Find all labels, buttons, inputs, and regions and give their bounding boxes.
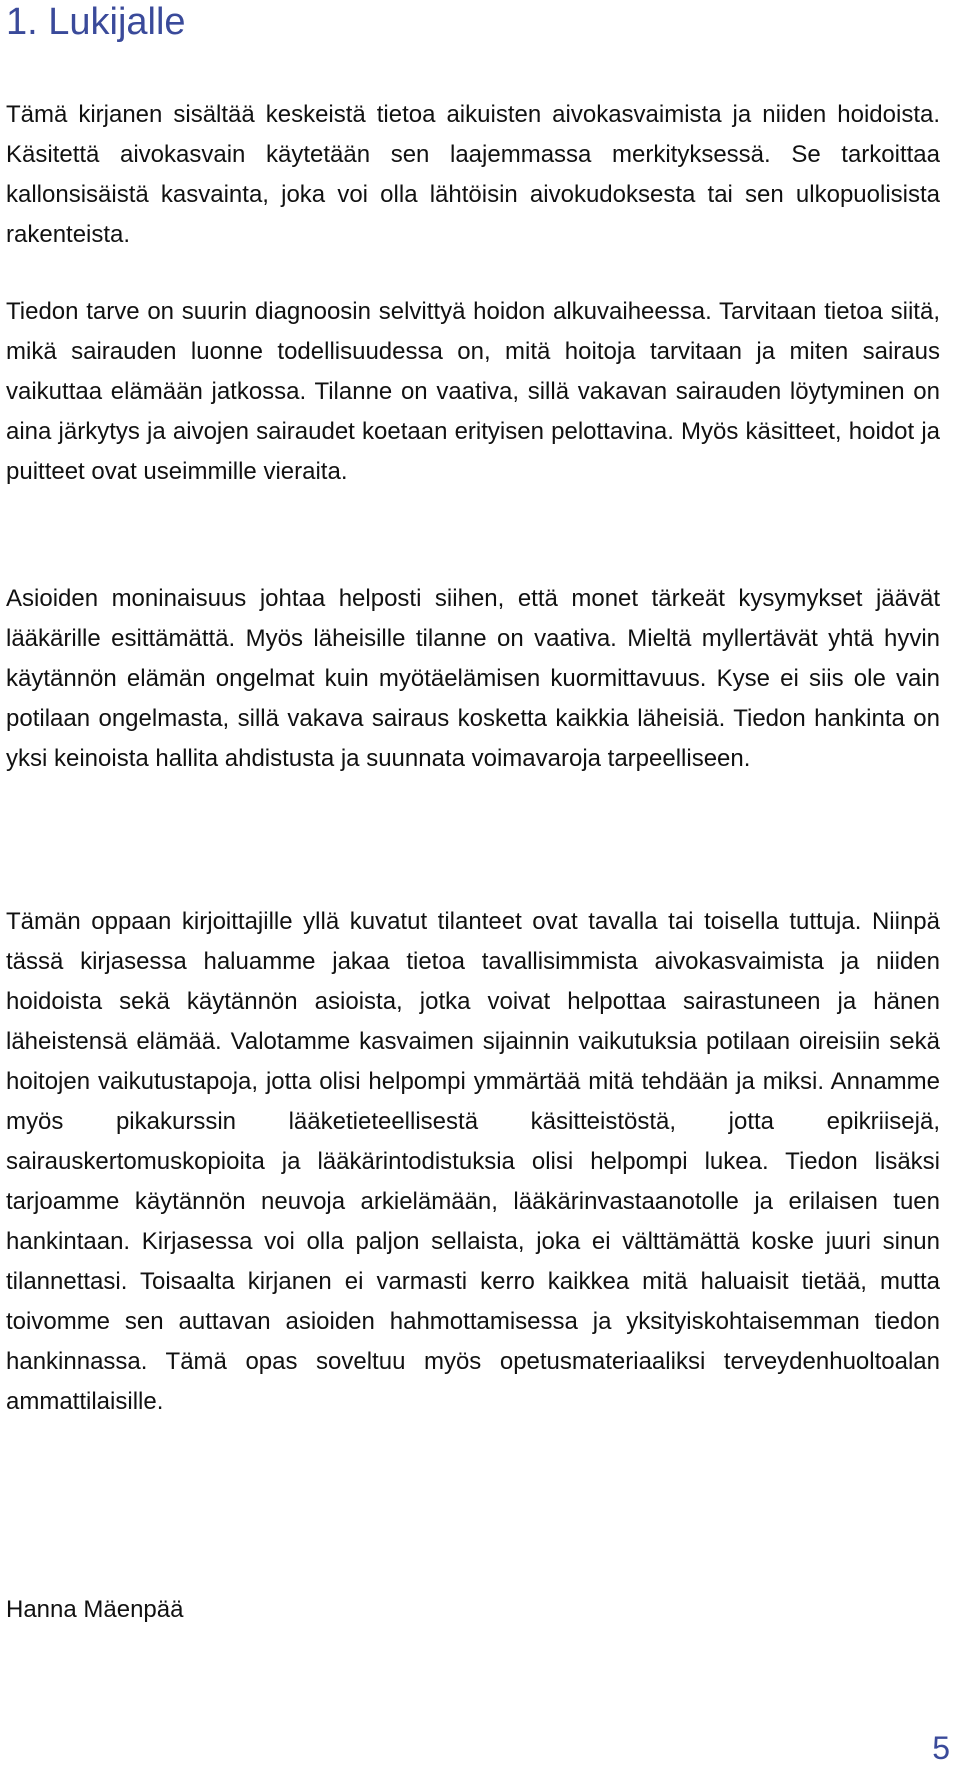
complexity-paragraph: Asioiden moninaisuus johtaa helposti siihen, että monet tärkeät kysymykset jäävät lääkärille esittämättä. Myös läheisille tilanne on vaativa. Mieltä myllertävät yhtä hyvin käytännön elämän ongelmat kuin myötäelämisen kuormittavuus. Kyse ei siis ole vain potilaan ongelmasta, sillä vakava sairaus kosketta kaikkia läheisiä. Tiedon hankinta on yksi keinoista hallita ahdistusta ja suunnata voimavaroja tarpeelliseen. xyxy=(6,585,940,772)
section-heading: 1. Lukijalle xyxy=(6,1,186,43)
purpose-paragraph: Tämän oppaan kirjoittajille yllä kuvatut tilanteet ovat tavalla tai toisella tuttuja. Niinpä tässä kirjasessa haluamme jakaa tietoa tavallisimmista aivokasvaimista ja niiden hoidoista sekä käytännön asioista, jotka voivat helpottaa sairastuneen ja hänen läheistensä elämää. Valotamme kasvaimen sijainnin vaikutuksia potilaan oireisiin sekä hoitojen vaikutustapoja, jotta olisi helpompi ymmärtää mitä tehdään ja miksi. Annamme myös pikakurssin lääketieteellisestä käsitteistöstä, jotta epikriisejä, sairauskertomuskopioita ja lääkärintodistuksia olisi helpompi lukea. Tiedon lisäksi tarjoamme käytännön neuvoja arkielämään, lääkärinvastaanotolle ja erilaisen tuen hankintaan. Kirjasessa voi olla paljon sellaista, joka ei välttämättä koske juuri sinun tilannettasi. Toisaalta kirjanen ei varmasti kerro kaikkea mitä haluaisit tietää, mutta toivomme sen auttavan asioiden hahmottamisessa ja yksityiskohtaisemman tiedon hankinnassa. Tämä opas soveltuu myös opetusmateriaaliksi terveydenhuoltoalan ammattilaisille. xyxy=(6,908,940,1415)
author-signature: Hanna Mäenpää xyxy=(6,1596,184,1623)
page-number: 5 xyxy=(932,1730,950,1766)
information-need-paragraph: Tiedon tarve on suurin diagnoosin selvittyä hoidon alkuvaiheessa. Tarvitaan tietoa siitä, mikä sairauden luonne todellisuudessa on, mitä hoitoja tarvitaan ja miten sairaus vaikuttaa elämään jatkossa. Tilanne on vaativa, sillä vakavan sairauden löytyminen on aina järkytys ja aivojen sairaudet koetaan erityisen pelottavina. Myös käsitteet, hoidot ja puitteet ovat useimmille vieraita. xyxy=(6,298,940,485)
intro-paragraph: Tämä kirjanen sisältää keskeistä tietoa aikuisten aivokasvaimista ja niiden hoidoista. Käsitettä aivokasvain käytetään sen laajemmassa merkityksessä. Se tarkoittaa kallonsisäistä kasvainta, joka voi olla lähtöisin aivokudoksesta tai sen ulkopuolisista rakenteista. xyxy=(6,101,940,248)
